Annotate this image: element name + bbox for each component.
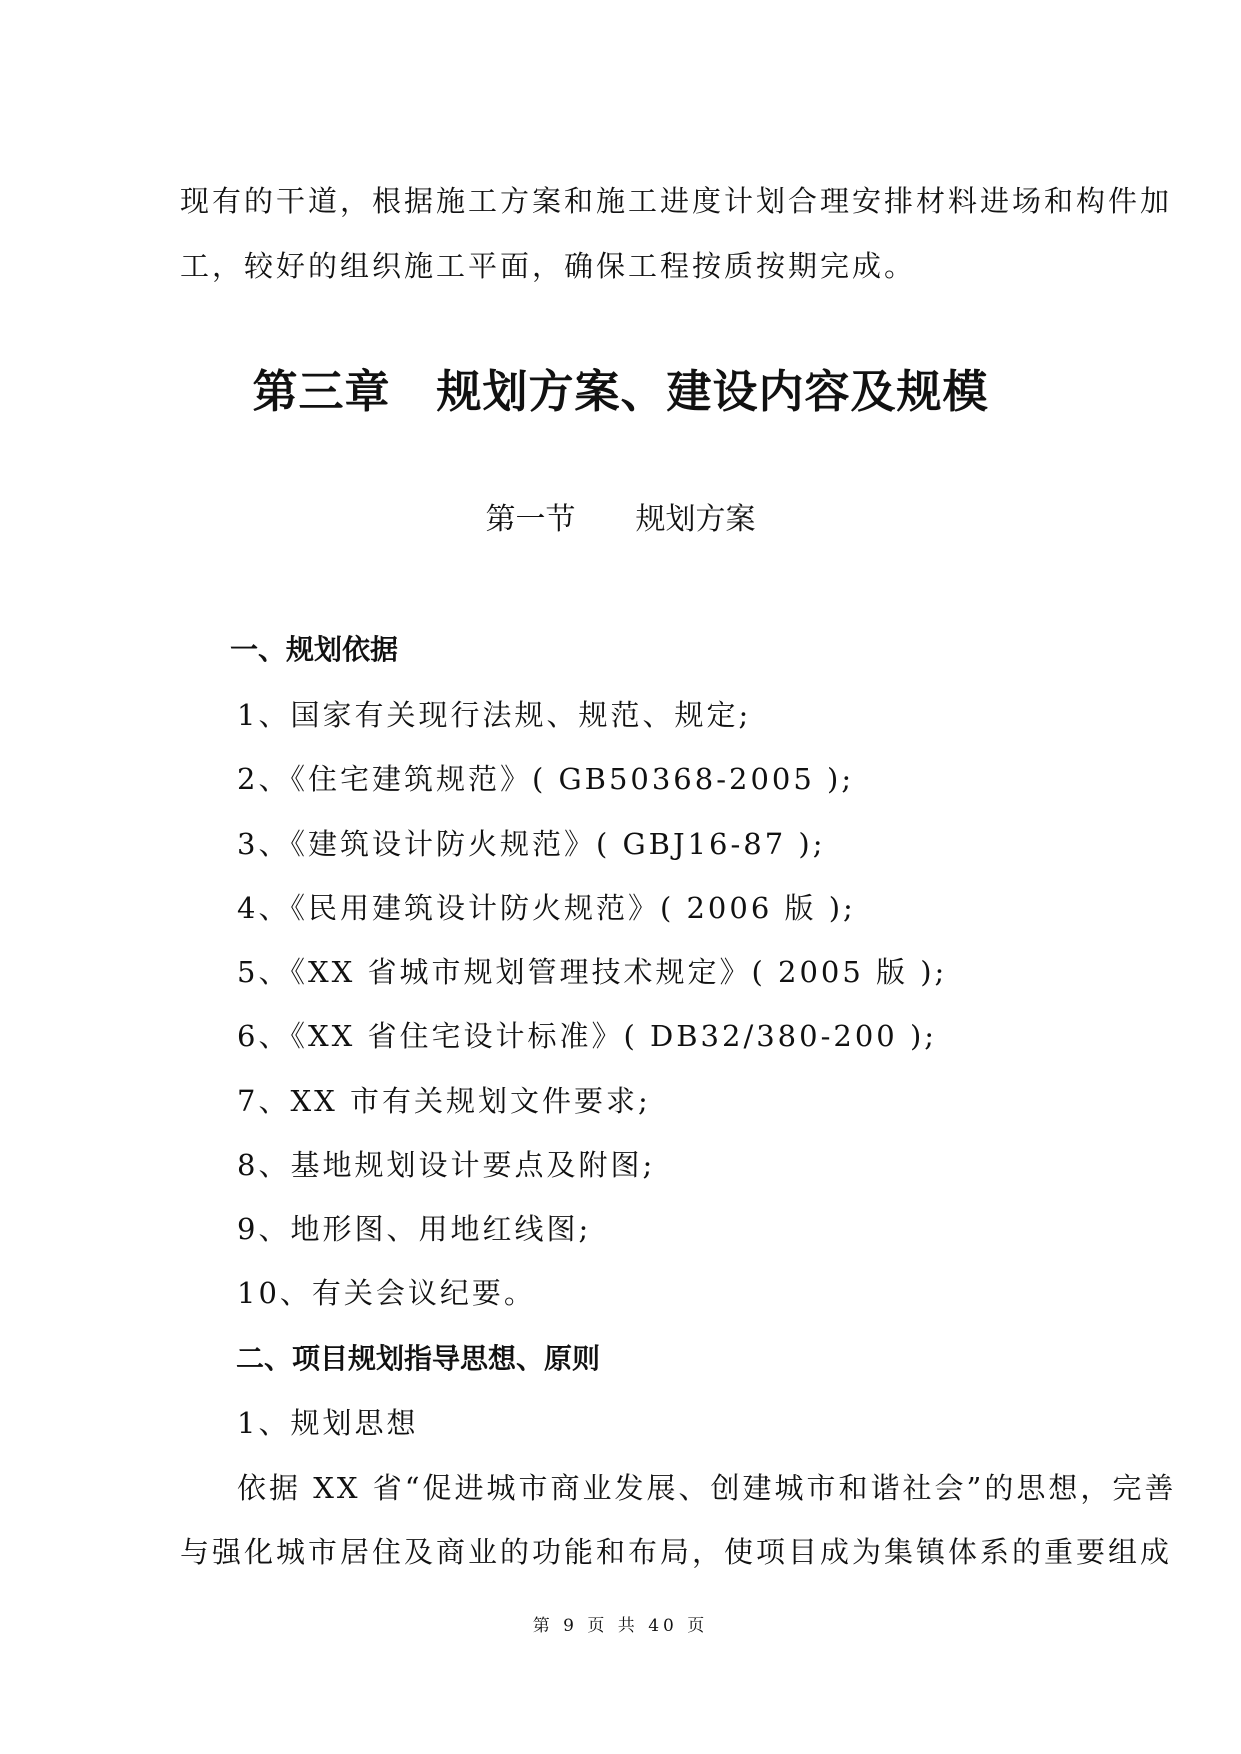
list-item: 6、《XX 省住宅设计标准》( DB32/380-200 ); — [237, 1019, 938, 1053]
list-item: 3、《建筑设计防火规范》( GBJ16-87 ); — [237, 827, 826, 861]
section-title: 第一节 规划方案 — [485, 502, 756, 537]
intro-line-2: 工，较好的组织施工平面，确保工程按质按期完成。 — [180, 249, 917, 283]
list-item: 10、有关会议纪要。 — [237, 1276, 536, 1310]
intro-line-1: 现有的干道，根据施工方案和施工进度计划合理安排材料进场和构件加 — [180, 184, 1173, 218]
paragraph-line-1: 依据 XX 省“促进城市商业发展、创建城市和谐社会”的思想，完善 — [237, 1471, 1177, 1505]
list-item: 8、基地规划设计要点及附图; — [237, 1148, 656, 1182]
heading-guiding-principles: 二、项目规划指导思想、原则 — [236, 1342, 601, 1375]
list-item: 4、《民用建筑设计防火规范》( 2006 版 ); — [237, 891, 856, 925]
list-item: 5、《XX 省城市规划管理技术规定》( 2005 版 ); — [237, 955, 948, 989]
list-item: 9、地形图、用地红线图; — [237, 1212, 592, 1246]
chapter-title: 第三章 规划方案、建设内容及规模 — [252, 365, 989, 418]
list-item: 2、《住宅建筑规范》( GB50368-2005 ); — [237, 762, 855, 796]
paragraph-line-2: 与强化城市居住及商业的功能和布局，使项目成为集镇体系的重要组成 — [180, 1535, 1173, 1569]
heading-planning-basis: 一、规划依据 — [230, 633, 399, 666]
list-item: 1、国家有关现行法规、规范、规定; — [237, 698, 752, 732]
subheading-planning-thought: 1、规划思想 — [237, 1406, 419, 1440]
list-item: 7、XX 市有关规划文件要求; — [237, 1084, 651, 1118]
page-footer: 第 9 页 共 40 页 — [532, 1616, 709, 1636]
